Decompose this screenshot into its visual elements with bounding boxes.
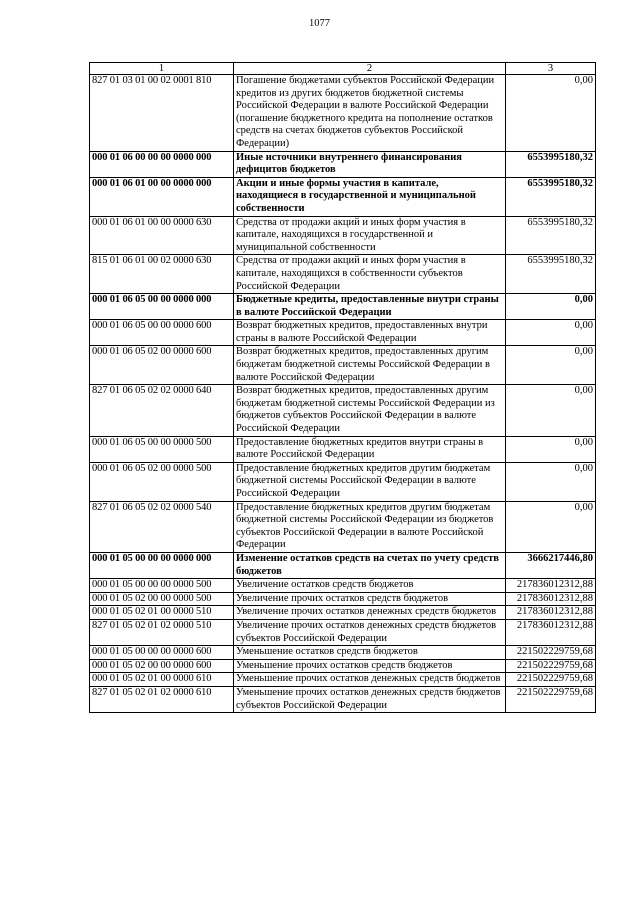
table-row (90, 579, 596, 593)
amount-cell: 217836012312,88 (506, 619, 596, 645)
name-cell: Иные источники внутреннего финансирования дефицитов бюджетов (234, 151, 506, 177)
amount-cell: 0,00 (506, 501, 596, 552)
table-row (90, 151, 596, 177)
name-cell: Уменьшение прочих остатков денежных средств бюджетов субъектов Российской Федерации (234, 686, 506, 712)
amount-cell: 3666217446,80 (506, 552, 596, 578)
name-cell: Средства от продажи акций и иных форм участия в капитале, находящихся в собственности субъектов Российской Федерации (234, 255, 506, 294)
amount-cell: 217836012312,88 (506, 606, 596, 620)
name-cell: Предоставление бюджетных кредитов внутри страны в валюте Российской Федерации (234, 436, 506, 462)
code-cell: 000 01 06 05 02 00 0000 500 (90, 462, 234, 501)
amount-cell: 221502229759,68 (506, 659, 596, 673)
code-cell: 000 01 05 02 01 00 0000 610 (90, 673, 234, 687)
code-cell: 000 01 05 00 00 00 0000 500 (90, 579, 234, 593)
table-row (90, 462, 596, 501)
table-row (90, 255, 596, 294)
amount-cell: 221502229759,68 (506, 673, 596, 687)
amount-cell: 0,00 (506, 294, 596, 320)
amount-cell: 0,00 (506, 75, 596, 152)
code-cell: 000 01 06 05 02 00 0000 600 (90, 346, 234, 385)
code-cell: 000 01 05 02 00 00 0000 600 (90, 659, 234, 673)
name-cell: Увеличение прочих остатков средств бюджетов (234, 592, 506, 606)
code-cell: 827 01 06 05 02 02 0000 640 (90, 385, 234, 436)
code-cell: 000 01 06 01 00 00 0000 630 (90, 216, 234, 255)
table-row (90, 177, 596, 216)
amount-cell: 217836012312,88 (506, 579, 596, 593)
table-row (90, 501, 596, 552)
table-row (90, 75, 596, 152)
table-row (90, 216, 596, 255)
column-header-name: 2 (234, 63, 506, 75)
code-cell: 000 01 06 00 00 00 0000 000 (90, 151, 234, 177)
table-row (90, 552, 596, 578)
code-cell: 827 01 03 01 00 02 0001 810 (90, 75, 234, 152)
amount-cell: 6553995180,32 (506, 151, 596, 177)
budget-sources-table (89, 62, 596, 713)
code-cell: 827 01 05 02 01 02 0000 610 (90, 686, 234, 712)
code-cell: 000 01 06 05 00 00 0000 500 (90, 436, 234, 462)
amount-cell: 221502229759,68 (506, 646, 596, 660)
table-row (90, 659, 596, 673)
amount-cell: 6553995180,32 (506, 177, 596, 216)
table-row (90, 646, 596, 660)
amount-cell: 0,00 (506, 436, 596, 462)
amount-cell: 221502229759,68 (506, 686, 596, 712)
column-header-code: 1 (90, 63, 234, 75)
amount-cell: 6553995180,32 (506, 216, 596, 255)
name-cell: Предоставление бюджетных кредитов другим бюджетам бюджетной системы Российской Федерации в валюте Российской Федерации (234, 462, 506, 501)
name-cell: Акции и иные формы участия в капитале, находящиеся в государственной и муниципальной собственности (234, 177, 506, 216)
amount-cell: 217836012312,88 (506, 592, 596, 606)
name-cell: Уменьшение остатков средств бюджетов (234, 646, 506, 660)
name-cell: Бюджетные кредиты, предоставленные внутри страны в валюте Российской Федерации (234, 294, 506, 320)
code-cell: 000 01 05 02 01 00 0000 510 (90, 606, 234, 620)
amount-cell: 0,00 (506, 346, 596, 385)
amount-cell: 0,00 (506, 320, 596, 346)
code-cell: 000 01 05 02 00 00 0000 500 (90, 592, 234, 606)
amount-cell: 6553995180,32 (506, 255, 596, 294)
table-row (90, 385, 596, 436)
code-cell: 000 01 06 05 00 00 0000 000 (90, 294, 234, 320)
amount-cell: 0,00 (506, 462, 596, 501)
code-cell: 000 01 06 01 00 00 0000 000 (90, 177, 234, 216)
code-cell: 827 01 05 02 01 02 0000 510 (90, 619, 234, 645)
name-cell: Возврат бюджетных кредитов, предоставленных другим бюджетам бюджетной системы Российской Федерации из бюджетов субъектов Российской Федерации в валюте Российской Федерации (234, 385, 506, 436)
page-number: 1077 (309, 18, 330, 29)
table-row (90, 320, 596, 346)
table-row (90, 294, 596, 320)
name-cell: Увеличение прочих остатков денежных средств бюджетов субъектов Российской Федерации (234, 619, 506, 645)
table-row (90, 673, 596, 687)
column-header-amount: 3 (506, 63, 596, 75)
name-cell: Средства от продажи акций и иных форм участия в капитале, находящихся в государственной и муниципальной собственности (234, 216, 506, 255)
code-cell: 000 01 06 05 00 00 0000 600 (90, 320, 234, 346)
name-cell: Уменьшение прочих остатков денежных средств бюджетов (234, 673, 506, 687)
code-cell: 000 01 05 00 00 00 0000 000 (90, 552, 234, 578)
name-cell: Возврат бюджетных кредитов, предоставленных внутри страны в валюте Российской Федерации (234, 320, 506, 346)
amount-cell: 0,00 (506, 385, 596, 436)
name-cell: Возврат бюджетных кредитов, предоставленных другим бюджетам бюджетной системы Российской Федерации в валюте Российской Федерации (234, 346, 506, 385)
name-cell: Предоставление бюджетных кредитов другим бюджетам бюджетной системы Российской Федерации из бюджетов субъектов Российской Федерации в валюте Российской Федерации (234, 501, 506, 552)
code-cell: 815 01 06 01 00 02 0000 630 (90, 255, 234, 294)
table-row (90, 346, 596, 385)
name-cell: Увеличение остатков средств бюджетов (234, 579, 506, 593)
name-cell: Уменьшение прочих остатков средств бюджетов (234, 659, 506, 673)
table-row (90, 436, 596, 462)
name-cell: Изменение остатков средств на счетах по учету средств бюджетов (234, 552, 506, 578)
table-row (90, 606, 596, 620)
name-cell: Увеличение прочих остатков денежных средств бюджетов (234, 606, 506, 620)
table-row (90, 592, 596, 606)
code-cell: 000 01 05 00 00 00 0000 600 (90, 646, 234, 660)
table-body (90, 75, 596, 713)
code-cell: 827 01 06 05 02 02 0000 540 (90, 501, 234, 552)
table-row (90, 619, 596, 645)
table-row (90, 686, 596, 712)
table-header-row (90, 63, 596, 75)
name-cell: Погашение бюджетами субъектов Российской Федерации кредитов из других бюджетов бюджетной системы Российской Федерации в валюте Российской Федерации (погашение бюджетного кредита на пополнение остатков средств на счетах бюджетов субъектов Российской Федерации) (234, 75, 506, 152)
